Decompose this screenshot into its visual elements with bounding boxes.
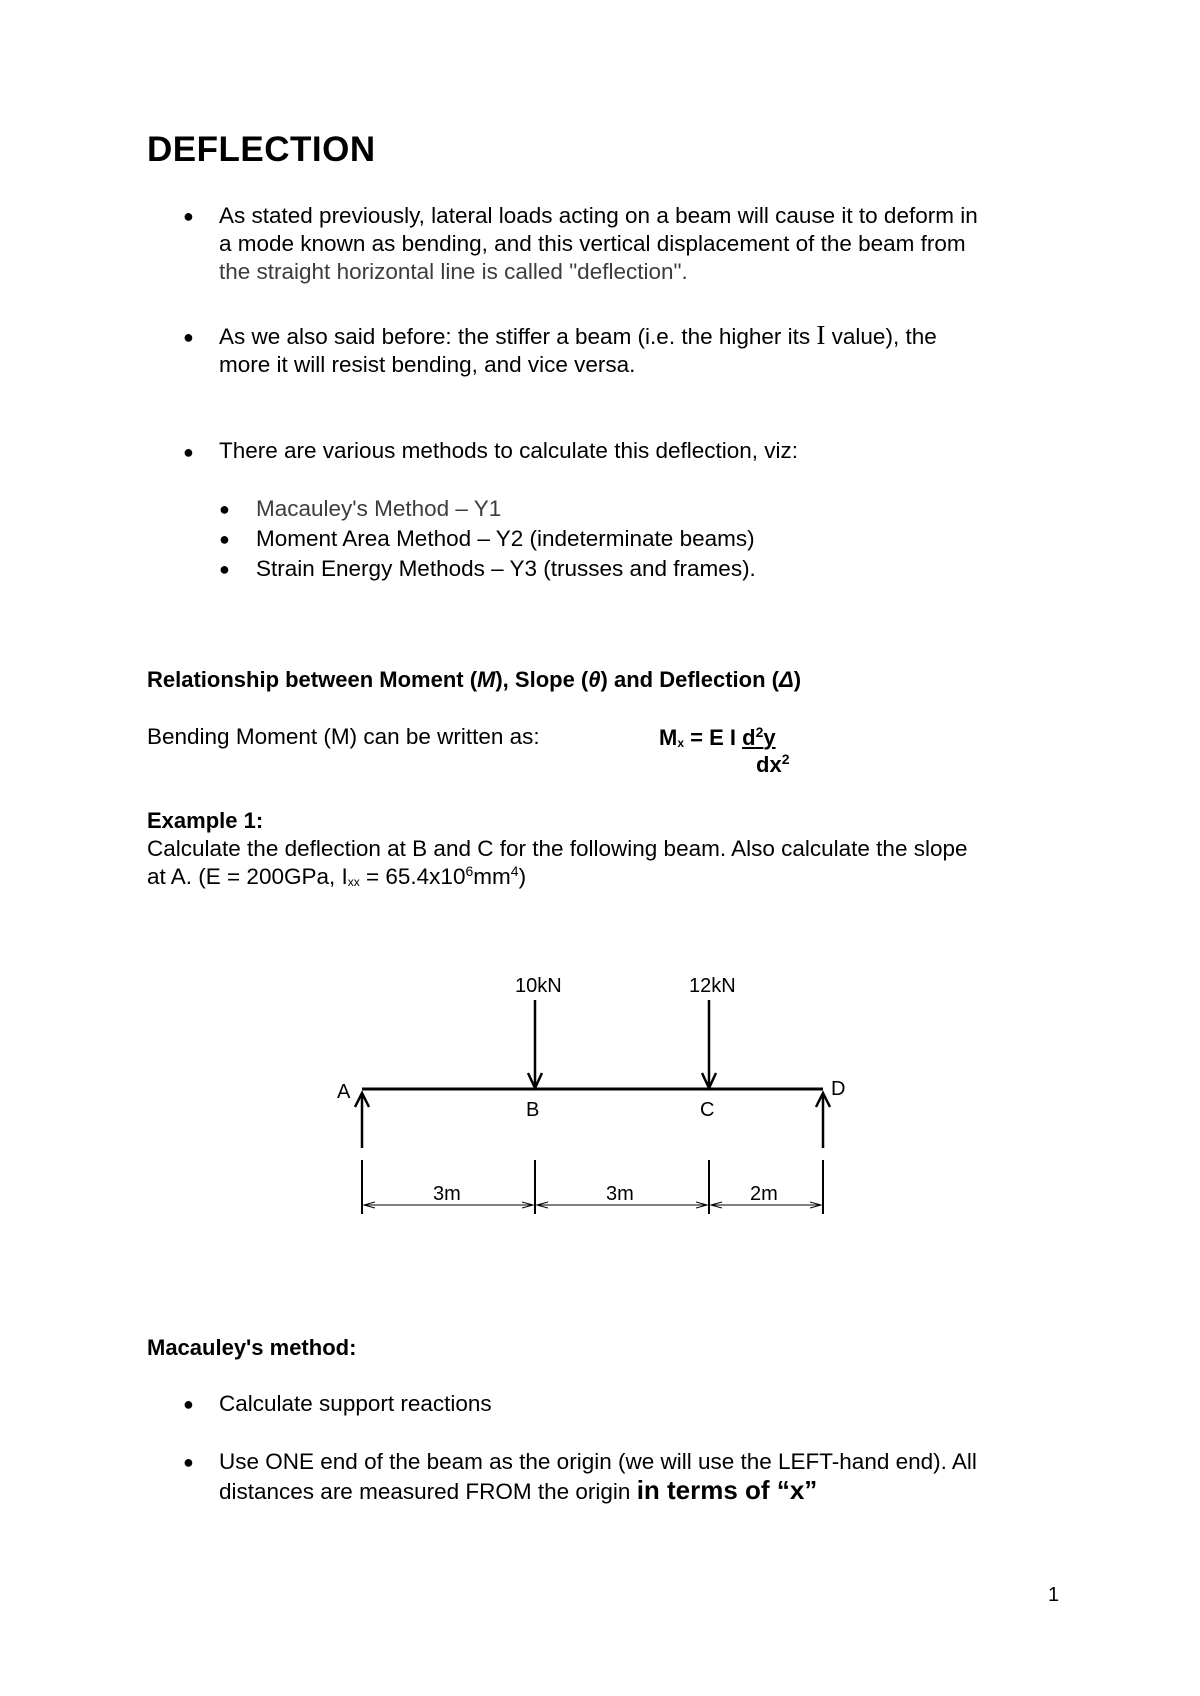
bending-moment-label: Bending Moment (M) can be written as: [147, 724, 540, 749]
text-line: Use ONE end of the beam as the origin (we will use the LEFT-hand end). All [219, 1449, 977, 1474]
bullet-icon: ● [219, 529, 230, 549]
text-line: As stated previously, lateral loads acting on a beam will cause it to deform in [219, 203, 978, 228]
section-heading-macauley: Macauley's method: [147, 1335, 357, 1360]
point-label-d: D [831, 1078, 846, 1100]
bullet-icon: ● [183, 327, 194, 347]
example-title: Example 1: [147, 808, 264, 833]
bullet-icon: ● [219, 499, 230, 519]
load-label-b: 10kN [515, 975, 562, 997]
emphasis-text: in terms of “x” [636, 1475, 818, 1505]
formula-denominator: $dx^2$ [756, 751, 790, 777]
point-label-a: A [337, 1081, 351, 1103]
text-line: a mode known as bending, and this vertical displacement of the beam from [219, 231, 966, 256]
step-origin [219, 1448, 1059, 1506]
bullet-icon: ● [219, 559, 230, 579]
page-number: 1 [1048, 1584, 1060, 1606]
span-label: 2m [750, 1183, 778, 1205]
method-item: Macauley's Method – Y1 [256, 496, 502, 521]
page-title: DEFLECTION [147, 130, 376, 169]
text-line: Calculate the deflection at B and C for the following beam. Also calculate the slope [147, 836, 968, 861]
text-line: As we also said before: the stiffer a beam (i.e. the higher its I value), the [219, 320, 937, 350]
paragraph-methods-intro: There are various methods to calculate this deflection, viz: [219, 438, 799, 463]
step-support-reactions: Calculate support reactions [219, 1391, 492, 1416]
text-line: more it will resist bending, and vice versa. [219, 352, 636, 377]
point-label-b: B [526, 1099, 540, 1121]
section-heading-relationship: Relationship between Moment (M), Slope (θ) and Deflection (Δ) [147, 667, 802, 692]
text-line: distances are measured FROM the origin in terms of “x” [219, 1475, 818, 1505]
method-item: Strain Energy Methods – Y3 (trusses and frames). [256, 556, 756, 581]
span-label: 3m [606, 1183, 634, 1205]
load-label-c: 12kN [689, 975, 736, 997]
span-label: 3m [433, 1183, 461, 1205]
bullet-icon: ● [183, 442, 194, 462]
bending-moment-formula: $M_x = E$ I $d^2y$ [659, 724, 776, 750]
method-item: Moment Area Method – Y2 (indeterminate beams) [256, 526, 755, 551]
text-line: at A. (E = 200GPa, $I_{xx} = 65.4x10^6mm^4$) [147, 863, 527, 889]
text-line: the straight horizontal line is called "deflection". [219, 259, 688, 284]
point-label-c: C [700, 1099, 715, 1121]
bullet-icon: ● [183, 1452, 194, 1472]
moment-of-inertia-symbol: I [816, 320, 826, 350]
bullet-icon: ● [183, 1394, 194, 1414]
bullet-icon: ● [183, 206, 194, 226]
